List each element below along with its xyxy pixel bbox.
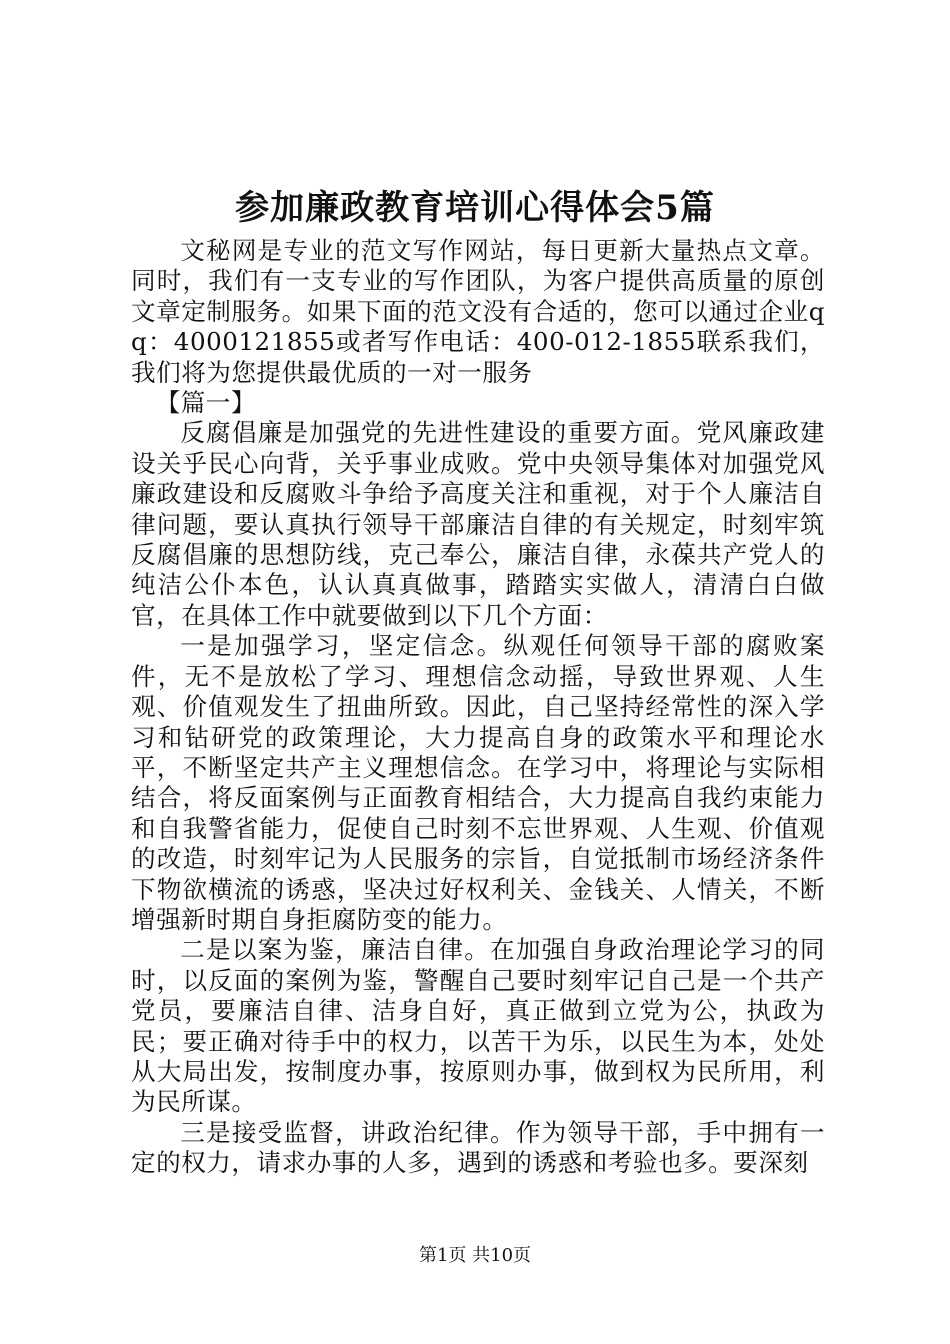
intro-paragraph: 文秘网是专业的范文写作网站，每日更新大量热点文章。同时，我们有一支专业的写作团队，为客户提供高质量的原创文章定制服务。如果下面的范文没有合适的，您可以通过企业qq：4000121855或者写作电话：400-012-1855联系我们，我们将为您提供最优质的一对一服务: [131, 236, 825, 387]
body-paragraph: 二是以案为鉴，廉洁自律。在加强自身政治理论学习的同时，以反面的案例为鉴，警醒自己要时刻牢记自己是一个共产党员，要廉洁自律、洁身自好，真正做到立党为公，执政为民；要正确对待手中的权力，以苦干为乐，以民生为本，处处从大局出发，按制度办事，按原则办事，做到权为民所用，利为民所谋。: [131, 935, 825, 1117]
body-paragraph: 反腐倡廉是加强党的先进性建设的重要方面。党风廉政建设关乎民心向背，关乎事业成败。党中央领导集体对加强党风廉政建设和反腐败斗争给予高度关注和重视，对于个人廉洁自律问题，要认真执行领导干部廉洁自律的有关规定，时刻牢筑反腐倡廉的思想防线，克己奉公，廉洁自律，永葆共产党人的纯洁公仆本色，认认真真做事，踏踏实实做人，清清白白做官，在具体工作中就要做到以下几个方面：: [131, 418, 825, 630]
document-title: 参加廉政教育培训心得体会5篇: [235, 188, 715, 228]
document-body: [131, 236, 825, 1179]
body-paragraph: 一是加强学习，坚定信念。纵观任何领导干部的腐败案件，无不是放松了学习、理想信念动摇，导致世界观、人生观、价值观发生了扭曲所致。因此，自己坚持经常性的深入学习和钻研党的政策理论，大力提高自身的政策水平和理论水平，不断坚定共产主义理想信念。在学习中，将理论与实际相结合，将反面案例与正面教育相结合，大力提高自我约束能力和自我警省能力，促使自己时刻不忘世界观、人生观、价值观的改造，时刻牢记为人民服务的宗旨，自觉抵制市场经济条件下物欲横流的诱惑，坚决过好权利关、金钱关、人情关，不断增强新时期自身拒腐防变的能力。: [131, 631, 825, 934]
page-number-footer: 第1页 共10页: [418, 1245, 532, 1266]
body-paragraph: 三是接受监督，讲政治纪律。作为领导干部，手中拥有一定的权力，请求办事的人多，遇到的诱惑和考验也多。要深刻: [131, 1117, 825, 1178]
section-heading: 【篇一】: [155, 388, 256, 418]
